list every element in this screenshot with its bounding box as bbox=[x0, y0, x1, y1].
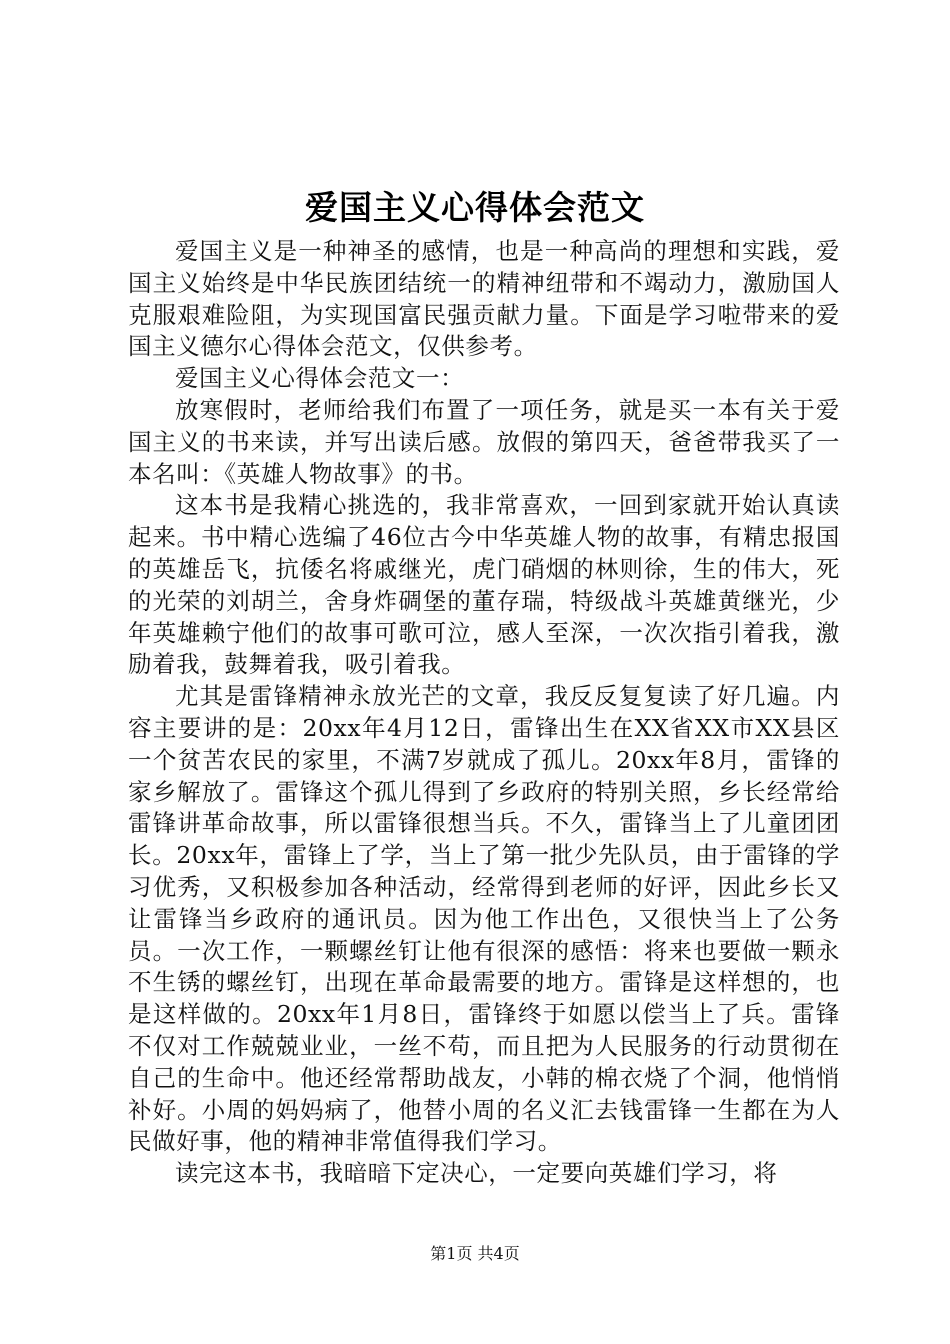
paragraph-lei-feng: 尤其是雷锋精神永放光芒的文章，我反反复复读了好几遍。内容主要讲的是：20xx年4月12日，雷锋出生在XX省XX市XX县区一个贫苦农民的家里，不满7岁就成了孤儿。20xx年8月，雷锋的家乡解放了。雷锋这个孤儿得到了乡政府的特别关照，乡长经常给雷锋讲革命故事，所以雷锋很想当兵。不久，雷锋当上了儿童团团长。20xx年，雷锋上了学，当上了第一批少先队员，由于雷锋的学习优秀，又积极参加各种活动，经常得到老师的好评，因此乡长又让雷锋当乡政府的通讯员。因为他工作出色，又很快当上了公务员。一次工作，一颗螺丝钉让他有很深的感悟：将来也要做一颗永不生锈的螺丝钉，出现在革命最需要的地方。雷锋是这样想的，也是这样做的。20xx年1月8日，雷锋终于如愿以偿当上了兵。雷锋不仅对工作兢兢业业，一丝不苟，而且把为人民服务的行动贯彻在自己的生命中。他还经常帮助战友，小韩的棉衣烧了个洞，他悄悄补好。小周的妈妈病了，他替小周的名义汇去钱雷锋一生都在为人民做好事，他的精神非常值得我们学习。 bbox=[128, 682, 840, 1156]
document-title: 爱国主义心得体会范文 bbox=[305, 188, 645, 227]
page-number-footer: 第1页 共4页 bbox=[430, 1244, 520, 1263]
document-body bbox=[128, 236, 840, 1190]
paragraph-winter-break: 放寒假时，老师给我们布置了一项任务，就是买一本有关于爱国主义的书来读，并写出读后感。放假的第四天，爸爸带我买了一本名叫：《英雄人物故事》的书。 bbox=[128, 395, 840, 488]
paragraph-resolution: 读完这本书，我暗暗下定决心，一定要向英雄们学习，将 bbox=[175, 1159, 778, 1188]
paragraph-book-heroes: 这本书是我精心挑选的，我非常喜欢，一回到家就开始认真读起来。书中精心选编了46位古今中华英雄人物的故事，有精忠报国的英雄岳飞，抗倭名将戚继光，虎门硝烟的林则徐，生的伟大，死的光荣的刘胡兰，舍身炸碉堡的董存瑞，特级战斗英雄黄继光，少年英雄赖宁他们的故事可歌可泣，感人至深，一次次指引着我，激励着我，鼓舞着我，吸引着我。 bbox=[128, 491, 840, 679]
paragraph-section-heading: 爱国主义心得体会范文一： bbox=[175, 364, 465, 393]
paragraph-intro: 爱国主义是一种神圣的感情，也是一种高尚的理想和实践，爱国主义始终是中华民族团结统一的精神纽带和不竭动力，激励国人克服艰难险阻，为实现国富民强贡献力量。下面是学习啦带来的爱国主义德尔心得体会范文，仅供参考。 bbox=[128, 237, 840, 361]
